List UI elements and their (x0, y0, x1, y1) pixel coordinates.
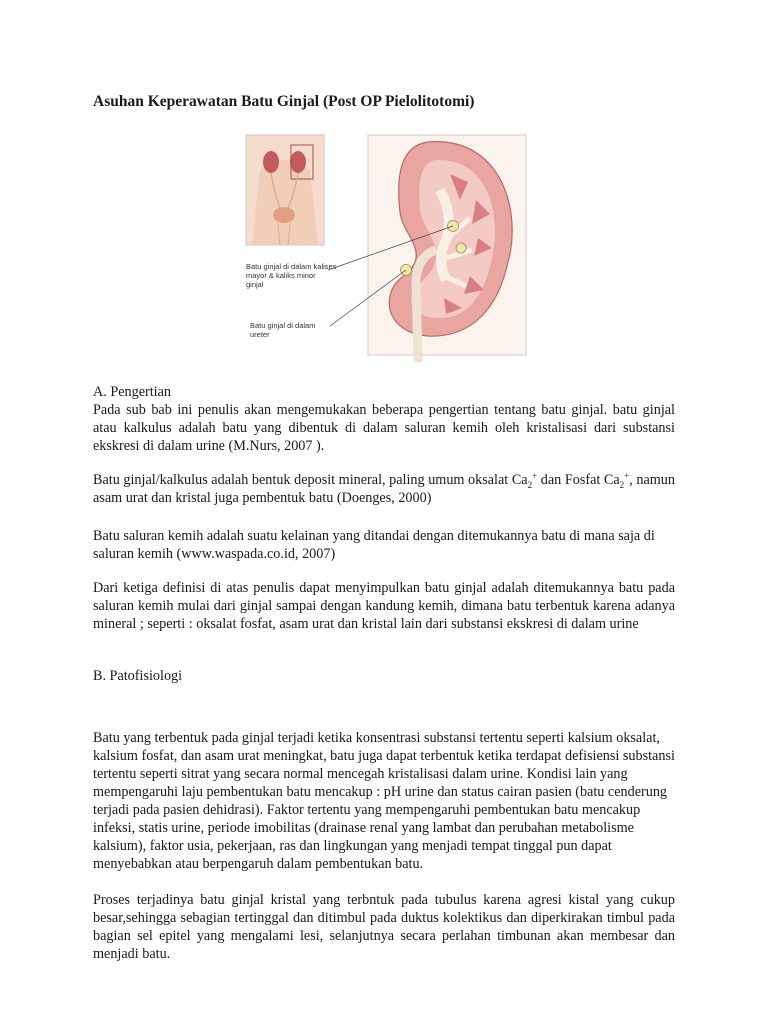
torso-inset-image (246, 135, 324, 245)
section-b-paragraph: Proses terjadinya batu ginjal kristal yang terbntuk pada tubulus karena agresi kistal yang cukup besar,sehingga sebagian tertinggal dan ditimbul pada duktus kolektikus dan diperkirakan timbul pada bagian sel epitel yang mengalami lesi, selanjutnya secara perlahan timbunan akan membesar dan menjadi batu. (93, 892, 675, 962)
text-run: dan Fosfat Ca (537, 472, 620, 488)
subscript: 2 (619, 479, 625, 490)
figure-label-calyx (246, 262, 339, 289)
figure-label-line: Batu ginjal di dalam (250, 321, 316, 330)
section-a-paragraph: Dari ketiga definisi di atas penulis dapat menyimpulkan batu ginjal adalah ditemukannya batu pada saluran kemih mulai dari ginjal sampai dengan kandung kemih, dimana batu terbentuk karena adanya mineral ; seperti : oksalat fosfat, asam urat dan kristal lain dari substansi ekskresi di dalam urine (93, 580, 675, 632)
text-run: , namun asam urat dan kristal juga pembentuk batu (Doenges, 2000) (93, 472, 675, 506)
superscript: + (624, 470, 630, 481)
section-a-paragraph: Batu saluran kemih adalah suatu kelainan yang ditandai dengan ditemukannya batu di mana saja di saluran kemih (www.waspada.co.id, 2007) (93, 528, 655, 562)
figure-label-line: Batu ginjal di dalam kalises (246, 262, 337, 271)
subscript: 2 (527, 479, 533, 490)
section-a-heading: A. Pengertian (93, 384, 172, 400)
document-title: Asuhan Keperawatan Batu Ginjal (Post OP Pielolitotomi) (93, 93, 475, 110)
text-run: Batu ginjal/kalkulus adalah bentuk deposit mineral, paling umum oksalat Ca (93, 472, 528, 488)
section-b-paragraph: Batu yang terbentuk pada ginjal terjadi ketika konsentrasi substansi tertentu seperti kalsium oksalat, kalsium fosfat, dan asam urat meningkat, batu juga dapat terbentuk ketika terdapat defisiensi substansi tertentu seperti sitrat yang secara normal mencegah kristalisasi dalam urine. Kondisi lain yang mempengaruhi laju pembentukan batu mencakup : pH urine dan status cairan pasien (batu cenderung terjadi pada pasien dehidrasi). Faktor tertentu yang mempengaruhi pembentukan batu mencakup infeksi, statis urine, periode imobilitas (drainase renal yang lambat dan perubahan metabolisme kalsium), faktor usia, pekerjaan, ras dan lingkungan yang menjadi tempat tinggal pun dapat menyebabkan atau berpengaruh dalam pembentukan batu. (93, 730, 675, 872)
kidney-stone-illustration (240, 130, 530, 362)
figure-label-line: mayor & kaliks minor (246, 271, 316, 280)
section-a-paragraph: Pada sub bab ini penulis akan mengemukakan beberapa pengertian tentang batu ginjal. batu ginjal atau kalkulus adalah batu yang dibentuk di dalam saluran kemih oleh kristalisasi dari substansi ekskresi di dalam urine (M.Nurs, 2007 ). (93, 402, 675, 454)
figure-label-ureter (250, 321, 318, 339)
kidney-cross-section-image (368, 135, 526, 362)
figure-label-line: ginjal (246, 280, 264, 289)
figure-label-line: ureter (250, 330, 270, 339)
section-b-heading: B. Patofisiologi (93, 668, 183, 684)
section-a-paragraph (93, 471, 675, 507)
superscript: + (532, 470, 538, 481)
